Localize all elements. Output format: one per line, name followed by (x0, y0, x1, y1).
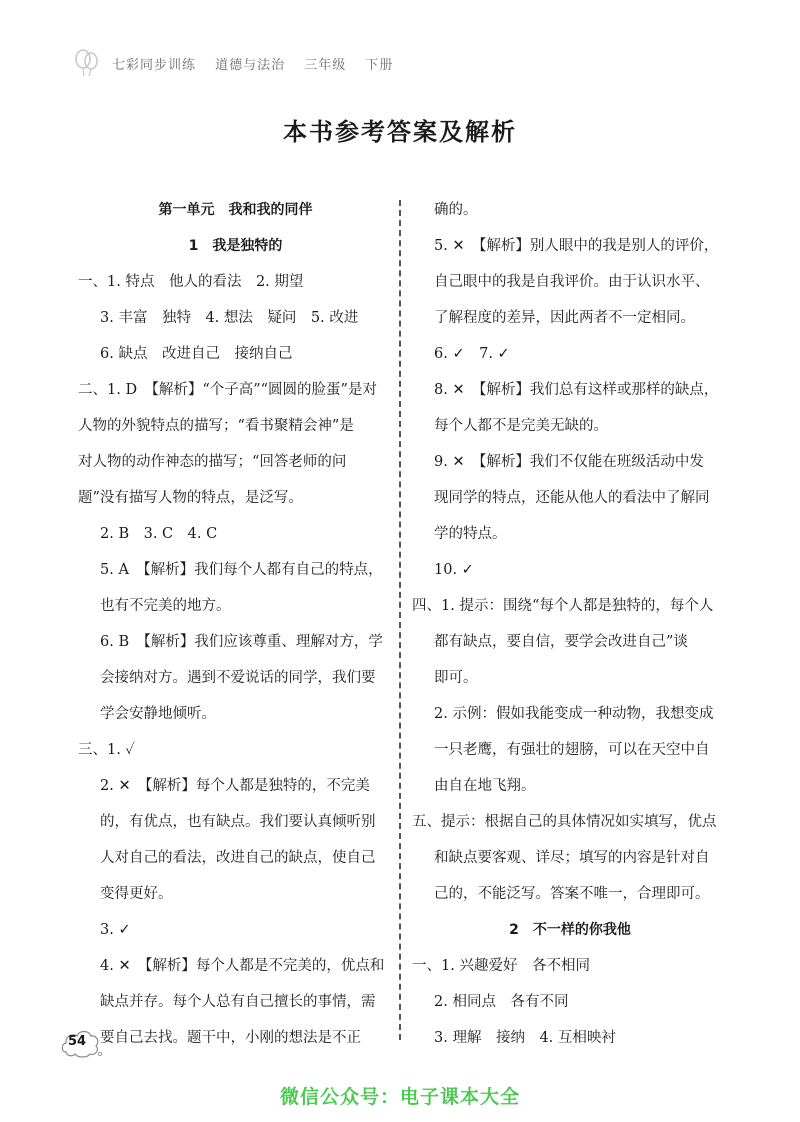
answer-line: 都有缺点，要自信，要学会改进自己”谈 (434, 634, 688, 650)
answer-line: 确的。 (434, 202, 478, 218)
answer-line: 三、1. ✓ (78, 742, 135, 758)
answer-line: 2. ✕ 【解析】每个人都是独特的，不完美 (100, 778, 370, 794)
header-series: 七彩同步训练 (112, 57, 197, 73)
answer-line: 3. 丰富 独特 4. 想法 疑问 5. 改进 (100, 310, 359, 326)
page-number-badge (60, 1026, 100, 1062)
answer-line: 6. ✓ 7. ✓ (434, 346, 510, 362)
answer-line: 要自己去找。题干中，小刚的想法是不正 (100, 1030, 361, 1046)
answer-line: 2. 相同点 各有不同 (434, 994, 569, 1010)
answer-line: 一只老鹰，有强壮的翅膀，可以在天空中自 (434, 742, 710, 758)
answer-line: 8. ✕ 【解析】我们总有这样或那样的缺点， (434, 382, 719, 398)
section-heading: 1 我是独特的 (188, 238, 283, 254)
page-number: 54 (67, 1034, 87, 1049)
answer-line: 四、1. 提示：围绕“每个人都是独特的，每个人 (412, 598, 714, 614)
answer-line: 4. ✕ 【解析】每个人都是不完美的，优点和 (100, 958, 385, 974)
answer-line: 变得更好。 (100, 886, 173, 902)
answer-line: 每个人都不是完美无缺的。 (434, 418, 608, 434)
answer-line: 人物的外貌特点的描写；“看书聚精会神”是 (78, 418, 354, 434)
answer-line: 题”没有描写人物的特点，是泛写。 (78, 490, 303, 506)
watermark-text: 微信公众号：电子课本大全 (279, 1086, 520, 1108)
answer-line: 5. ✕ 【解析】别人眼中的我是别人的评价， (434, 238, 719, 254)
left-column (78, 192, 393, 1056)
answer-line: 由自在地飞翔。 (434, 778, 536, 794)
answer-line: 3. 理解 接纳 4. 互相映衬 (434, 1030, 616, 1046)
header-subject: 道德与法治 (215, 57, 286, 73)
column-divider (399, 200, 401, 1040)
answer-line: 6. B 【解析】我们应该尊重、理解对方，学 (100, 634, 383, 650)
answer-line: 己的，不能泛写。答案不唯一，合理即可。 (434, 886, 710, 902)
answer-line: 现同学的特点，还能从他人的看法中了解同 (434, 490, 710, 506)
header-term: 下册 (365, 57, 394, 73)
answer-line: 2. B 3. C 4. C (100, 526, 218, 542)
page-header (72, 48, 407, 78)
section-heading: 第一单元 我和我的同伴 (158, 202, 313, 218)
answer-line: 会接纳对方。遇到不爱说话的同学，我们要 (100, 670, 376, 686)
header-grade: 三年级 (304, 57, 347, 73)
answer-line: 6. 缺点 改进自己 接纳自己 (100, 346, 293, 362)
answer-line: 自己眼中的我是自我评价。由于认识水平、 (434, 274, 710, 290)
answer-line: 二、1. D 【解析】“个子高”“圆圆的脸蛋”是对 (78, 382, 377, 398)
answer-line: 也有不完美的地方。 (100, 598, 231, 614)
answer-line: 3. ✓ (100, 922, 131, 938)
answer-line: 缺点并存。每个人总有自己擅长的事情，需 (100, 994, 376, 1010)
answer-line: 五、提示：根据自己的具体情况如实填写，优点 (412, 814, 717, 830)
balloon-logo-icon (72, 48, 102, 78)
answer-line: 9. ✕ 【解析】我们不仅能在班级活动中发 (434, 454, 704, 470)
answer-line: 对人物的动作神态的描写；“回答老师的问 (78, 454, 347, 470)
answer-line: 的，有优点，也有缺点。我们要认真倾听别 (100, 814, 376, 830)
page-title: 本书参考答案及解析 (283, 118, 517, 146)
answer-line: 一、1. 特点 他人的看法 2. 期望 (78, 274, 304, 290)
right-column (412, 192, 728, 1056)
section-heading: 2 不一样的你我他 (509, 922, 631, 938)
answer-line: 学会安静地倾听。 (100, 706, 216, 722)
answer-line: 5. A 【解析】我们每个人都有自己的特点， (100, 562, 383, 578)
answer-line: 一、1. 兴趣爱好 各不相同 (412, 958, 590, 974)
answer-line: 10. ✓ (434, 562, 474, 578)
answer-line: 即可。 (434, 670, 478, 686)
answer-line: 了解程度的差异，因此两者不一定相同。 (434, 310, 695, 326)
answer-line: 学的特点。 (434, 526, 507, 542)
answer-line: 和缺点要客观、详尽；填写的内容是针对自 (434, 850, 710, 866)
answer-line: 2. 示例：假如我能变成一种动物，我想变成 (434, 706, 714, 722)
answer-line: 人对自己的看法，改进自己的缺点，使自己 (100, 850, 376, 866)
